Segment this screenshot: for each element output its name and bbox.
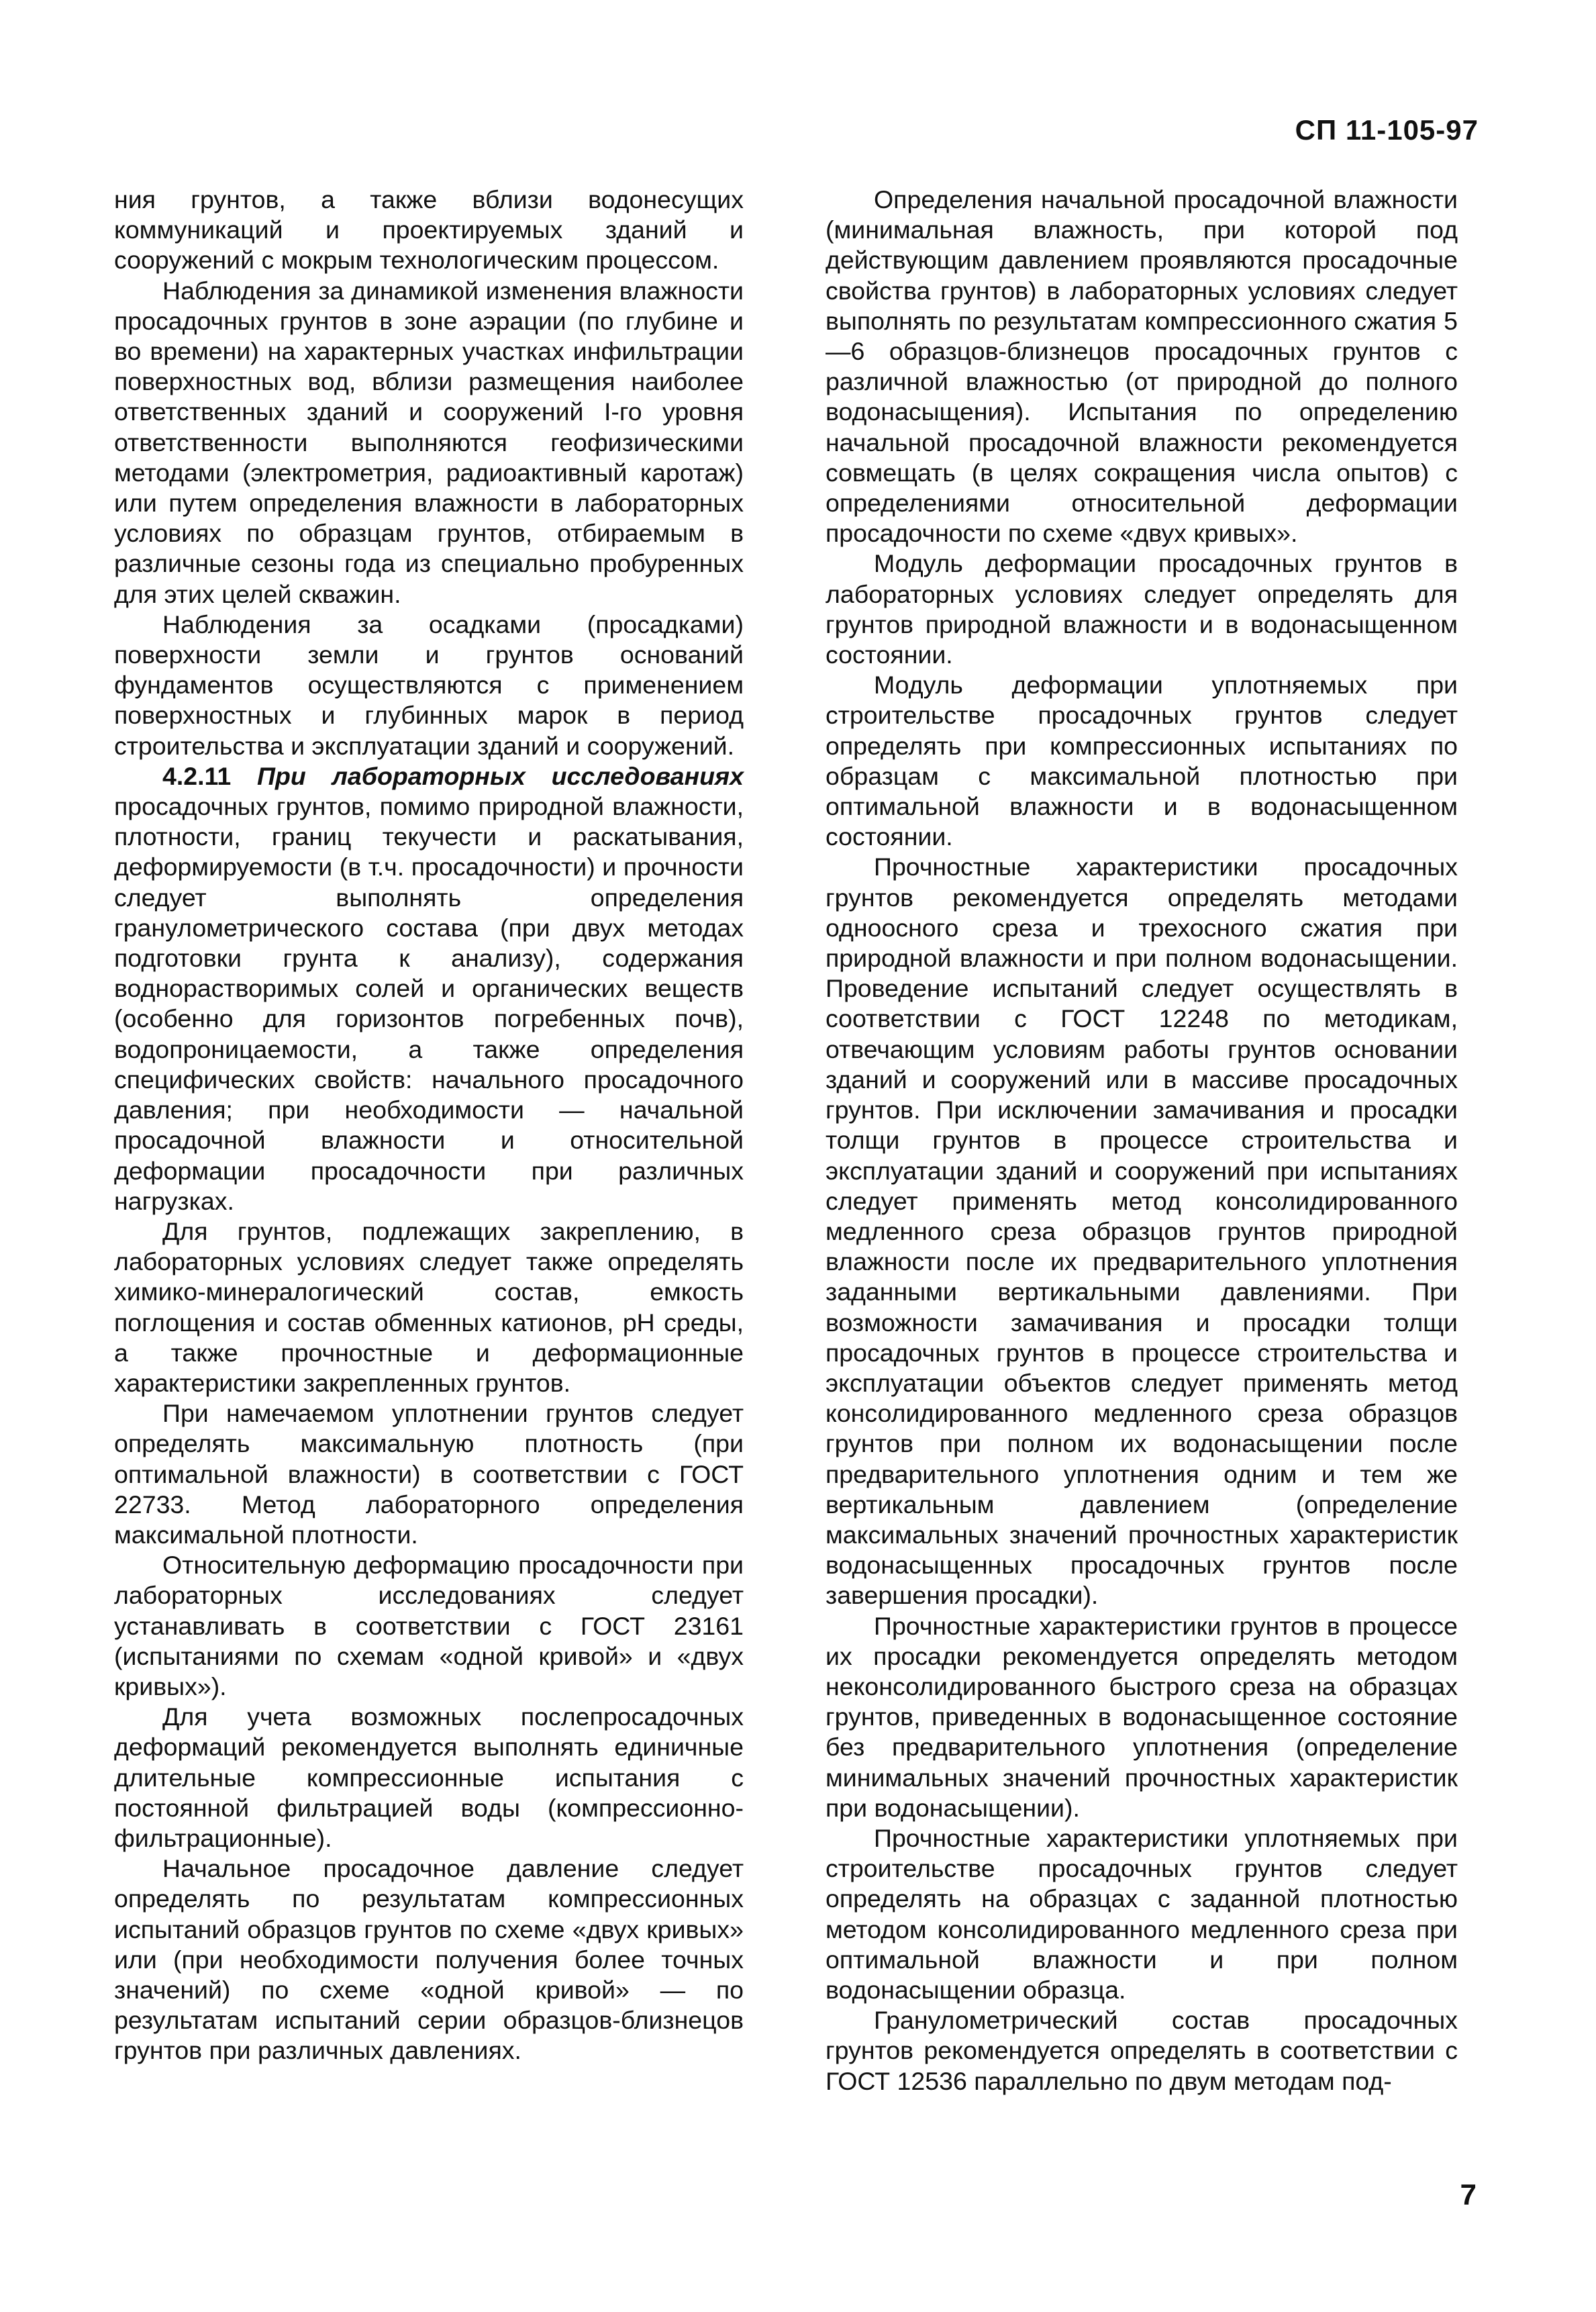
paragraph: Модуль деформации просадочных грунтов в лабораторных условиях следует определять для грунтов природной влажности и в водонасыщенном состоянии. [826,549,1458,669]
section-number: 4.2.11 [162,761,232,790]
paragraph: Прочностные характеристики просадочных грунтов рекомендуется определять методами одноосного среза и трехосного сжатия при природной влажности и при полном водонасыщении. Проведение испытаний следует осуществлять в соответствии с ГОСТ 12248 по методикам, отвечающим условиям работы грунтов основании зданий и сооружений или в массиве просадочных грунтов. При исключении замачивания и просадки толщи грунтов в процессе строительства и эксплуатации зданий и сооружений при испытаниях следует применять метод консолидированного медленного среза образцов грунтов природной влажности после их предварительного уплотнения заданными вертикальными давлениями. При возможности замачивания и просадки толщи просадочных грунтов в процессе строительства и эксплуатации объектов следует применять метод консолидированного медленного среза образцов грунтов при полном их водонасыщении после предварительного уплотнения одним и тем же вертикальным давлением (определение максимальных значений прочностных характеристик водонасыщенных просадочных грунтов после завершения просадки). [826,853,1458,1610]
paragraph: При намечаемом уплотнении грунтов следует определять максимальную плотность (при оптимальной влажности) в соответствии с ГОСТ 22733. Метод лабораторного определения максимальной плотности. [114,1399,744,1549]
section-heading: При лабораторных исследованиях [257,761,744,790]
paragraph: ния грунтов, а также вблизи водонесущих коммуникаций и проектируемых зданий и сооружений с мокрым технологическим процессом. [114,185,744,275]
paragraph: Наблюдения за осадками (просадками) поверхности земли и грунтов оснований фундаментов осуществляются с применением поверхностных и глубинных марок в период строительства и эксплуатации зданий и сооружений. [114,610,744,760]
paragraph: Начальное просадочное давление следует определять по результатам компрессионных испытаний образцов грунтов по схеме «двух кривых» или (при необходимости получения более точных значений) по схеме «одной кривой» — по результатам испытаний серии образцов-близнецов грунтов при различных давлениях. [114,1854,744,2065]
section-text: просадочных грунтов, помимо природной влажности, плотности, границ текучести и раскатывания, деформируемости (в т.ч. просадочности) и прочности следует выполнять определения гранулометрического состава (при двух методах подготовки грунта к анализу), содержания воднорастворимых солей и органических веществ (особенно для горизонтов погребенных почв), водопроницаемости, а также определения специфических свойств: начального просадочного давления; при необходимости — начальной просадочной влажности и относительной деформации просадочности при различных нагрузках. [114,792,744,1215]
paragraph: Относительную деформацию просадочности при лабораторных исследованиях следует устанавливать в соответствии с ГОСТ 23161 (испытаниями по схемам «одной кривой» и «двух кривых»). [114,1551,744,1700]
right-column [826,185,1458,2097]
paragraph: Для учета возможных послепросадочных деформаций рекомендуется выполнять единичные длительные компрессионные испытания с постоянной фильтрацией воды (компрессионно-фильтрационные). [114,1702,744,1852]
paragraph: Наблюдения за динамикой изменения влажности просадочных грунтов в зоне аэрации (по глубине и во времени) на характерных участках инфильтрации поверхностных вод, вблизи размещения наиболее ответственных зданий и сооружений I-го уровня ответственности выполняются геофизическими методами (электрометрия, радиоактивный каротаж) или путем определения влажности в лабораторных условиях по образцам грунтов, отбираемым в различные сезоны года из специально пробуренных для этих целей скважин. [114,276,744,608]
paragraph: Для грунтов, подлежащих закреплению, в лабораторных условиях следует также определять химико-минералогический состав, емкость поглощения и состав обменных катионов, pH среды, а также прочностные и деформационные характеристики закрепленных грунтов. [114,1216,744,1397]
left-column [114,185,744,2066]
paragraph: Гранулометрический состав просадочных грунтов рекомендуется определять в соответствии с ГОСТ 12536 параллельно по двум методам под- [826,2006,1458,2095]
paragraph: Модуль деформации уплотняемых при строительстве просадочных грунтов следует определять при компрессионных испытаниях по образцам с максимальной плотностью при оптимальной влажности и в водонасыщенном состоянии. [826,671,1458,851]
paragraph: Определения начальной просадочной влажности (минимальная влажность, при которой под действующим давлением проявляются просадочные свойства грунтов) в лабораторных условиях следует выполнять по результатам компрессионного сжатия 5—6 образцов-близнецов просадочных грунтов с различной влажностью (от природной до полного водонасыщения). Испытания по определению начальной просадочной влажности рекомендуется совмещать (в целях сокращения числа опытов) с определениями относительной деформации просадочности по схеме «двух кривых». [826,185,1458,548]
page-number: 7 [1460,2178,1477,2211]
paragraph: Прочностные характеристики грунтов в процессе их просадки рекомендуется определять методом неконсолидированного быстрого среза на образцах грунтов, приведенных в водонасыщенное состояние без предварительного уплотнения (определение минимальных значений прочностных характеристик при водонасыщении). [826,1611,1458,1822]
section-paragraph [114,761,744,1216]
paragraph: Прочностные характеристики уплотняемых при строительстве просадочных грунтов следует определять на образцах с заданной плотностью методом консолидированного медленного среза при оптимальной влажности и при полном водонасыщении образца. [826,1823,1458,2004]
document-code: СП 11-105-97 [1295,114,1479,146]
